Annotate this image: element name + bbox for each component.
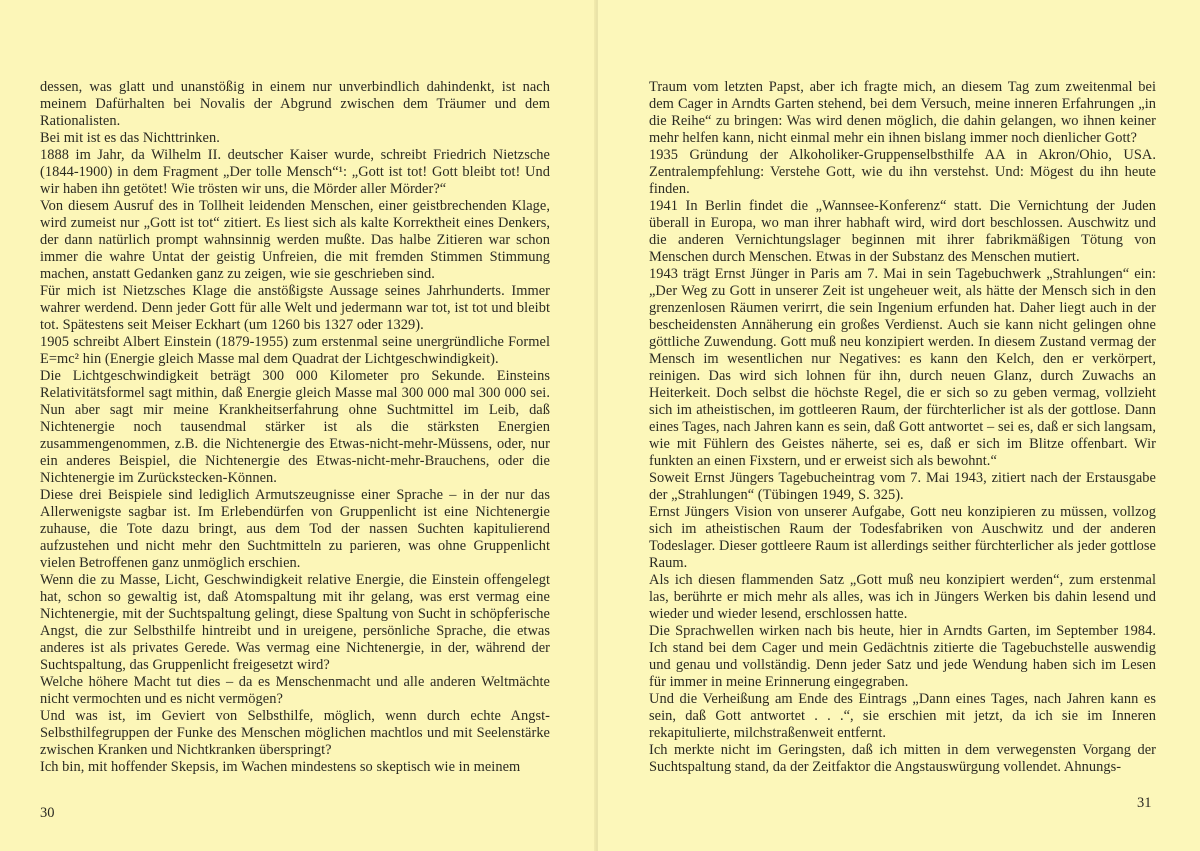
paragraph: Ich merkte nicht im Geringsten, daß ich mitten in dem verwegensten Vorgang der Suchtspaltung stand, da der Zeitfaktor die Angstauswürgung vollendet. Ahnungs- [649,742,1156,775]
paragraph: 1935 Gründung der Alkoholiker-Gruppenselbsthilfe AA in Akron/Ohio, USA. Zentralempfehlung: Verstehe Gott, wie du ihn verstehst. Und: Mögest du ihn heute finden. [649,147,1156,197]
page-number-left: 30 [40,805,55,821]
paragraph: Von diesem Ausruf des in Tollheit leidenden Menschen, einer geistbrechenden Klage, wird zumeist nur „Gott ist tot“ zitiert. Es liest sich als kalte Korrektheit eines Denkers, der dann natürlich prompt wahnsinnig werden mußte. Das halbe Zitieren war schon immer die wahre Untat der geistig Unfreien, die mit fremden Stimmen Stimmung machen, anstatt Gedanken ganz zu zeigen, wie sie geschrieben sind. [40,198,550,282]
paragraph: Traum vom letzten Papst, aber ich fragte mich, an diesem Tag zum zweitenmal bei dem Cager in Arndts Garten stehend, bei dem Versuch, meine inneren Erfahrungen „in die Reihe“ zu bringen: Was wird denen möglich, die dahin gelangen, wo ihnen keiner mehr helfen kann, nicht einmal mehr ein ihnen bislang immer noch dienlicher Gott? [649,79,1156,146]
left-page [0,0,597,851]
paragraph: Diese drei Beispiele sind lediglich Armutszeugnisse einer Sprache – in der nur das Allerwenigste sagbar ist. Im Erlebendürfen von Gruppenlicht ist eine Nichtenergie zuhause, die Tote dazu bringt, aus dem Tod der nassen Suchten kapitulierend aufzustehen und nicht mehr den Suchtmitteln zu parieren, was ohne Gruppenlicht vielen Betroffenen ganz unmöglich erschien. [40,487,550,571]
paragraph: Welche höhere Macht tut dies – da es Menschenmacht und alle anderen Weltmächte nicht vermochten und es nicht vermögen? [40,674,550,707]
paragraph: Bei mit ist es das Nichttrinken. [40,130,220,146]
paragraph: 1941 In Berlin findet die „Wannsee-Konferenz“ statt. Die Vernichtung der Juden überall in Europa, wo man ihrer habhaft wird, wird dort beschlossen. Auschwitz und die anderen Vernichtungslager beginnen mit ihrer fabrikmäßigen Tötung von Menschen durch Menschen. Etwas in der Substanz des Menschen mutiert. [649,198,1156,265]
paragraph: Die Lichtgeschwindigkeit beträgt 300 000 Kilometer pro Sekunde. Einsteins Relativitätsformel sagt mithin, daß Energie gleich Masse mal 300 000 mal 300 000 sei. Nun aber sagt mir meine Krankheitserfahrung ohne Suchtmittel im Leib, daß Nichtenergie noch tausendmal stärker ist als die stärksten Energien zusammengenommen, z.B. die Nichtenergie des Etwas-nicht-mehr-Müssens, oder, nur ein anderes Beispiel, die Nichtenergie des Etwas-nicht-mehr-Brauchens, oder die Nichtenergie im Zurückstecken-Können. [40,368,550,486]
left-page-text [40,79,550,776]
paragraph: Die Sprachwellen wirken nach bis heute, hier in Arndts Garten, im September 1984. Ich stand bei dem Cager und mein Gedächtnis zitierte die Tagebuchstelle auswendig und genau und vollständig. Denn jeder Satz und jede Wendung haben sich im Lesen für immer in meine Erinnerung eingegraben. [649,623,1156,690]
paragraph: 1943 trägt Ernst Jünger in Paris am 7. Mai in sein Tagebuchwerk „Strahlungen“ ein: „Der Weg zu Gott in unserer Zeit ist ungeheuer weit, als hätte der Mensch sich in den grenzenlosen Räumen verirrt, die sein Ingenium erfunden hat. Daher liegt auch in der bescheidensten Annäherung ein großes Verdienst. Auch sie kann nicht gelingen ohne göttliche Zuwendung. Gott muß neu konzipiert werden. In diesem Zustand vermag der Mensch im wesentlichen nur Negatives: es kann den Kelch, den er verkörpert, reinigen. Das wird sich lohnen für ihn, durch neuen Glanz, durch Zuwachs an Heiterkeit. Doch selbst die höchste Regel, die er sich so zu geben vermag, vollzieht sich im atheistischen, im gottleeren Raum, der fürchterlicher ist als der gottlose. Dann eines Tages, nach Jahren kann es sein, daß Gott antwortet – sei es, daß er sich langsam, wie mit Fühlern des Geistes näherte, sei es, daß er sich im Blitze offenbart. Wir funkten an einen Fixstern, und er erweist sich als bewohnt.“ [649,266,1156,469]
paragraph: 1888 im Jahr, da Wilhelm II. deutscher Kaiser wurde, schreibt Friedrich Nietzsche (1844-1900) in dem Fragment „Der tolle Mensch“¹: „Gott ist tot! Gott bleibt tot! Und wir haben ihn getötet! Wie trösten wir uns, die Mörder aller Mörder?“ [40,147,550,197]
paragraph: Ich bin, mit hoffender Skepsis, im Wachen mindestens so skeptisch wie in meinem [40,759,521,775]
paragraph: Und die Verheißung am Ende des Eintrags „Dann eines Tages, nach Jahren kann es sein, daß Gott antwortet . . .“, sie erschien mit jetzt, da ich sie im Inneren rekapitulierte, milchstraßenweit entfernt. [649,691,1156,741]
paragraph: Und was ist, im Geviert von Selbsthilfe, möglich, wenn durch echte Angst-Selbsthilfegruppen der Funke des Menschen möglichen machtlos und mit Seelenstärke zwischen Kranken und Nichtkranken überspringt? [40,708,550,758]
page-number-right: 31 [1137,795,1152,811]
paragraph: Als ich diesen flammenden Satz „Gott muß neu konzipiert werden“, zum erstenmal las, berührte er mich mehr als alles, was ich in Jüngers Werken bis dahin lesend und wieder und wieder lesend, erschlossen hatte. [649,572,1156,622]
right-page [598,0,1200,851]
paragraph: Ernst Jüngers Vision von unserer Aufgabe, Gott neu konzipieren zu müssen, vollzog sich im atheistischen Raum der Todesfabriken von Auschwitz und der anderen Todeslager. Dieser gottleere Raum ist allerdings seither fürchterlicher als jeder gottlose Raum. [649,504,1156,571]
right-page-text [649,79,1156,776]
paragraph: Für mich ist Nietzsches Klage die anstößigste Aussage seines Jahrhunderts. Immer wahrer werdend. Denn jeder Gott für alle Welt und jedermann war tot, ist tot und bleibt tot. Spätestens seit Meiser Eckhart (um 1260 bis 1327 oder 1329). [40,283,550,333]
paragraph: 1905 schreibt Albert Einstein (1879-1955) zum erstenmal seine unergründliche Formel E=mc² hin (Energie gleich Masse mal dem Quadrat der Lichtgeschwindigkeit). [40,334,550,367]
paragraph: Soweit Ernst Jüngers Tagebucheintrag vom 7. Mai 1943, zitiert nach der Erstausgabe der „Strahlungen“ (Tübingen 1949, S. 325). [649,470,1156,503]
paragraph: Wenn die zu Masse, Licht, Geschwindigkeit relative Energie, die Einstein offengelegt hat, schon so gewaltig ist, daß Atomspaltung mit ihr gelang, was erst vermag eine Nichtenergie, mit der Suchtspaltung gelingt, diese Spaltung von Sucht in schöpferische Angst, die zur Selbsthilfe hintreibt und in ureigene, persönliche Sprache, die etwas anderes ist als privates Gerede. Was vermag eine Nichtenergie, in der, während der Suchtspaltung, das Gruppenlicht freigesetzt wird? [40,572,550,673]
paragraph: dessen, was glatt und unanstößig in einem nur unverbindlich dahindenkt, ist nach meinem Dafürhalten bei Novalis der Abgrund zwischen dem Träumer und dem Rationalisten. [40,79,550,129]
